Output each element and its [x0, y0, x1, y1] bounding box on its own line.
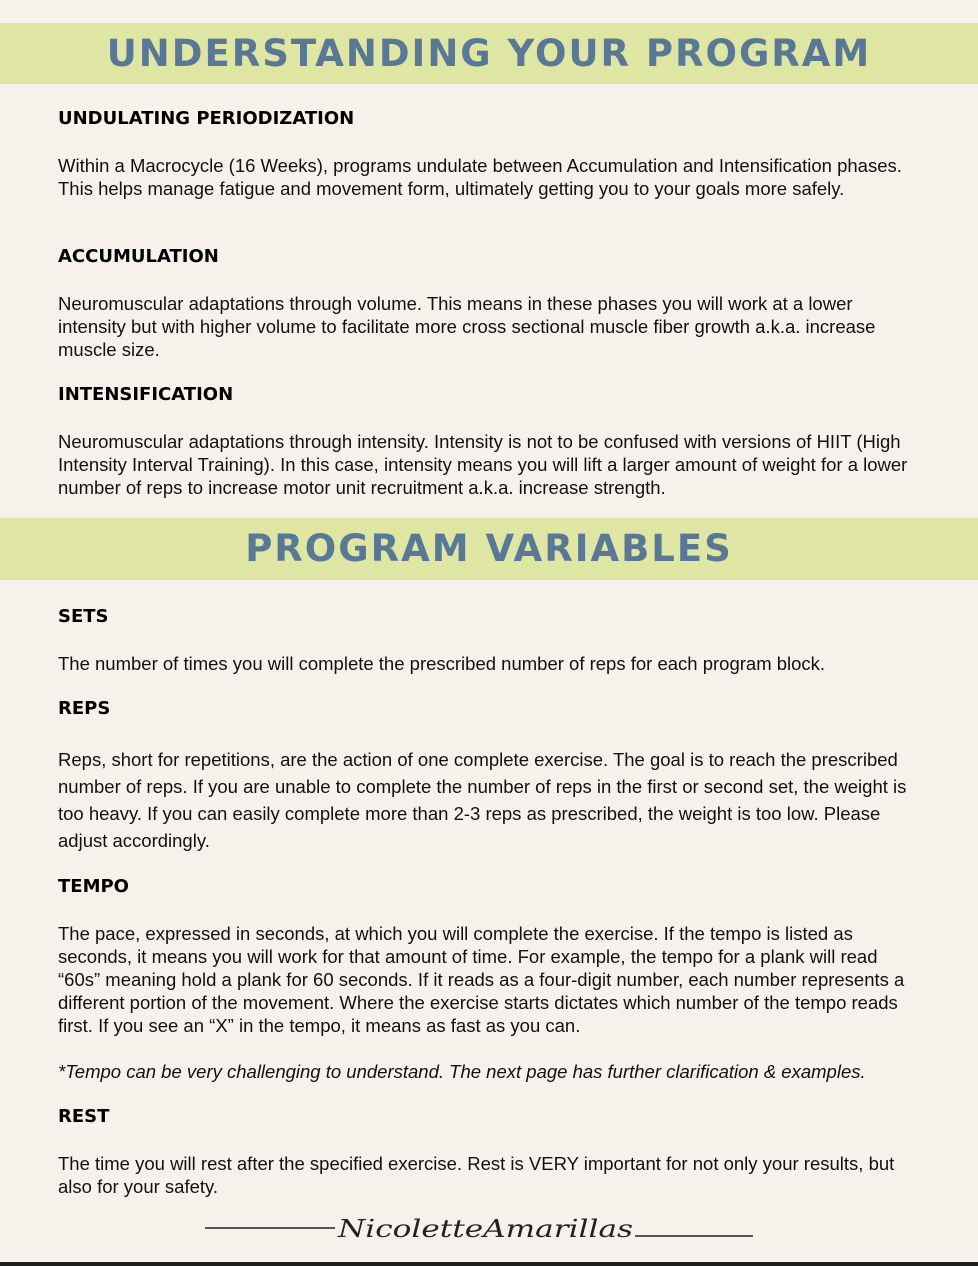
signature: [205, 1212, 755, 1248]
tempo-note: *Tempo can be very challenging to understand. The next page has further clarification & examples.: [58, 1061, 866, 1082]
accumulation-body: Neuromuscular adaptations through volume. This means in these phases you will work at a lower intensity but with higher volume to facilitate more cross sectional muscle fiber growth a.k.a. increase muscle size.: [58, 293, 876, 360]
intensification-body: Neuromuscular adaptations through intensity. Intensity is not to be confused with versions of HIIT (High Intensity Interval Training). In this case, intensity means you will lift a larger amount of weight for a lower number of reps to increase motor unit recruitment a.k.a. increase strength.: [58, 431, 908, 498]
sets-body: The number of times you will complete the prescribed number of reps for each program block.: [58, 653, 826, 674]
understanding-title: UNDERSTANDING YOUR PROGRAM: [106, 32, 872, 75]
reps-body: Reps, short for repetitions, are the action of one complete exercise. The goal is to reach the prescribed number of reps. If you are unable to complete the number of reps in the first or second set, the weight is too heavy. If you can easily complete more than 2-3 reps as prescribed, the weight is too low. Please adjust accordingly.: [58, 749, 907, 851]
sets-heading: SETS: [58, 606, 109, 627]
undulating-periodization-heading: UNDULATING PERIODIZATION: [58, 108, 355, 129]
understanding-banner: [0, 23, 978, 84]
program-variables-title: PROGRAM VARIABLES: [245, 527, 733, 570]
bottom-rule: [0, 1262, 978, 1266]
reps-heading: REPS: [58, 698, 111, 719]
undulating-periodization-body: Within a Macrocycle (16 Weeks), programs undulate between Accumulation and Intensification phases. This helps manage fatigue and movement form, ultimately getting you to your goals more safely.: [58, 155, 902, 199]
tempo-body: The pace, expressed in seconds, at which you will complete the exercise. If the tempo is listed as seconds, it means you will work for that amount of time. For example, the tempo for a plank will read “60s” meaning hold a plank for 60 seconds. If it reads as a four-digit number, each number represents a different portion of the movement. Where the exercise starts dictates which number of the tempo reads first. If you see an “X” in the tempo, it means as fast as you can.: [58, 923, 905, 1036]
tempo-heading: TEMPO: [58, 876, 129, 897]
program-variables-banner: [0, 518, 978, 580]
rest-body: The time you will rest after the specified exercise. Rest is VERY important for not only your results, but also for your safety.: [58, 1153, 895, 1197]
intensification-heading: INTENSIFICATION: [58, 384, 234, 405]
rest-heading: REST: [58, 1106, 110, 1127]
signature-text: NicoletteAmarillas: [336, 1215, 633, 1243]
accumulation-heading: ACCUMULATION: [58, 246, 219, 267]
